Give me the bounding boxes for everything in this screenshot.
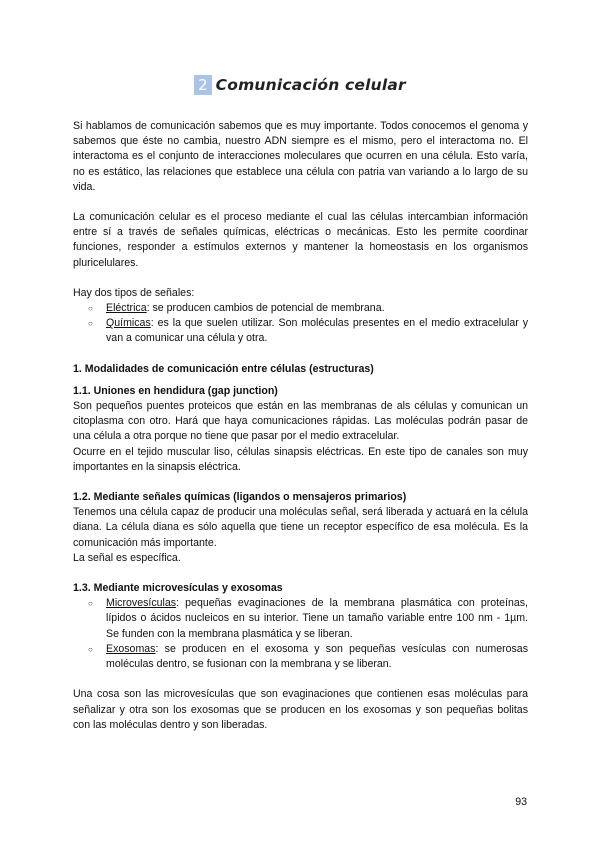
list-item: ○ Microvesículas: pequeñas evaginaciones de la membrana plasmática con proteínas, lípidos o ácidos nucleicos en su interior. Tiene un tamaño variable entre 100 nm - 1µm. Se funden con la membrana plasmática y se liberan. xyxy=(106,596,528,642)
s11-paragraph-2: Ocurre en el tejido muscular liso, células sinapsis eléctricas. En este tipo de canales son muy importantes en la sinapsis eléctrica. xyxy=(73,445,528,473)
section-heading-1-3: 1.3. Mediante microvesículas y exosomas xyxy=(73,582,283,595)
intro-paragraph-2: La comunicación celular es el proceso mediante el cual las células intercambian información entre sí a través de señales químicas, eléctricas o mecánicas. Esto les permite coordinar funciones, responder a estímulos externos y mantener la homeostasis en los organismos pluricelulares. xyxy=(73,211,528,269)
closing-paragraph: Una cosa son las microvesículas que son evaginaciones que contienen esas moléculas para señalizar y otra son los exosomas que se producen en los exosomas y son pequeñas bolitas con las moléculas dentro y son liberadas. xyxy=(73,688,528,731)
term: Eléctrica xyxy=(106,302,147,315)
chapter-number: 2 xyxy=(194,75,212,95)
page-number: 93 xyxy=(515,796,527,808)
list-item: ○ Químicas: es la que suelen utilizar. Son moléculas presentes en el medio extracelular y van a comunicar una célula y otra. xyxy=(106,316,528,346)
section-heading-1-2: 1.2. Mediante señales químicas (ligandos o mensajeros primarios) xyxy=(73,491,407,504)
vesicles-list xyxy=(73,596,528,672)
term: Microvesículas xyxy=(106,597,177,610)
s12-paragraph-1: Tenemos una célula capaz de producir una moléculas señal, será liberada y actuará en la célula diana. La célula diana es sólo aquella que tiene un receptor específico de esa molécula. Es la comunicación más importante. xyxy=(73,506,528,549)
list-item: ○ Exosomas: se producen en el exosoma y son pequeñas vesículas con numerosas moléculas dentro, se fusionan con la membrana y se liberan. xyxy=(106,642,528,672)
body-content xyxy=(73,119,528,733)
chapter-title xyxy=(0,75,600,95)
section-heading-1-1: 1.1. Uniones en hendidura (gap junction) xyxy=(73,384,278,397)
intro-paragraph-1: Si hablamos de comunicación sabemos que es muy importante. Todos conocemos el genoma y sabemos que éste no cambia, nuestro ADN siempre es el mismo, pero el interactoma no. El interactoma es el conjunto de interacciones moleculares que ocurren en una célula. Esto varía, no es estático, las relaciones que establece una célula con patria van variando a lo largo de su vida. xyxy=(73,120,528,193)
s11-paragraph-1: Son pequeños puentes proteicos que están en las membranas de als células y comunican un citoplasma con otro. Hará que haya comunicaciones rápidas. Las moléculas podrán pasar de una célula a otra porque no tiene que pasar por el medio extracelular. xyxy=(73,400,528,443)
list-item: ○ Eléctrica: se producen cambios de potencial de membrana. xyxy=(106,301,528,316)
term: Exosomas xyxy=(106,642,156,655)
section-heading-1: 1. Modalidades de comunicación entre células (estructuras) xyxy=(73,362,374,375)
s12-paragraph-2: La señal es específica. xyxy=(73,551,181,564)
signal-types-list xyxy=(73,301,528,347)
signals-lead: Hay dos tipos de señales: xyxy=(73,286,195,299)
term: Químicas xyxy=(106,317,151,330)
chapter-title-text: Comunicación celular xyxy=(215,76,406,94)
